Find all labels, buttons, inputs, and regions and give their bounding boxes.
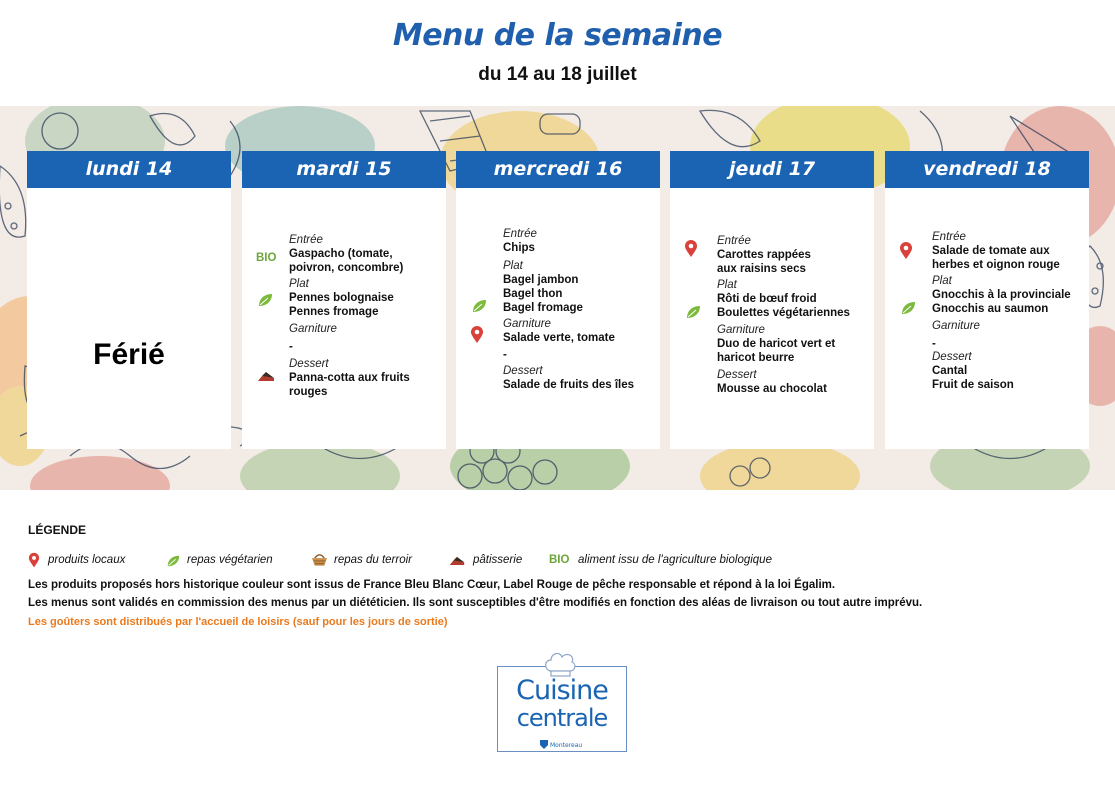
location-pin-icon (684, 240, 706, 258)
leaf-icon (256, 292, 278, 310)
day-card-jeudi (670, 151, 874, 449)
day-header: lundi 14 (27, 151, 231, 188)
bio-label: BIO (256, 252, 277, 264)
cuisine-centrale-logo (497, 666, 627, 752)
entree-section: Entrée Salade de tomate aux herbes et oignon rouge (932, 231, 1060, 271)
cake-icon (448, 554, 466, 567)
logo-line-1: Cuisine (516, 675, 608, 706)
plat-section: Plat Gnocchis à la provinciale Gnocchis au saumon (932, 275, 1071, 315)
plat-section: Plat Bagel jambon Bagel thon Bagel fromage (503, 260, 583, 314)
logo-line-2: centrale (516, 704, 608, 732)
note-snacks: Les goûters sont distribués par l'accueil de loisirs (sauf pour les jours de sortie) (28, 616, 448, 628)
entree-section: Entrée Chips (503, 228, 537, 254)
note-labels: Les produits proposés hors historique couleur sont issus de France Bleu Blanc Cœur, Label Rouge de pêche responsable et répond à la loi Égalim. (28, 579, 836, 591)
cake-icon (256, 368, 278, 386)
location-pin-icon (470, 326, 492, 344)
location-pin-icon (28, 552, 40, 569)
location-pin-icon (899, 242, 921, 260)
logo-town: Montereau (550, 742, 583, 749)
note-validation: Les menus sont validés en commission des menus par un diététicien. Ils sont susceptibles d'être modifiés en fonction des aléas de livraison ou tout autre imprévu. (28, 597, 923, 609)
page-title: Menu de la semaine (392, 18, 723, 53)
leaf-icon (165, 554, 181, 568)
bio-label: BIO (549, 554, 570, 566)
garniture-section: Garniture Duo de haricot vert et haricot beurre (717, 324, 836, 364)
holiday-label: Férié (93, 338, 165, 371)
plat-section: Plat Rôti de bœuf froid Boulettes végétariennes (717, 279, 850, 319)
day-card-mercredi (456, 151, 660, 449)
day-header: jeudi 17 (670, 151, 874, 188)
day-header: vendredi 18 (885, 151, 1089, 188)
garniture-section: Garniture - (932, 320, 980, 350)
chef-hat-icon (542, 649, 578, 677)
garniture-section: Garniture Salade verte, tomate - (503, 318, 615, 361)
day-card-mardi (242, 151, 446, 449)
entree-section: Entrée Carottes rappées aux raisins secs (717, 235, 811, 275)
dessert-section: Dessert Mousse au chocolat (717, 369, 827, 395)
leaf-icon (899, 300, 921, 318)
day-card-vendredi (885, 151, 1089, 449)
day-card-lundi (27, 151, 231, 449)
day-header: mardi 15 (242, 151, 446, 188)
page-subtitle: du 14 au 18 juillet (478, 64, 637, 85)
legend-title: LÉGENDE (28, 523, 87, 537)
entree-section: Entrée Gaspacho (tomate, poivron, concombre) (289, 234, 404, 274)
day-header: mercredi 16 (456, 151, 660, 188)
dessert-section: Dessert Salade de fruits des îles (503, 365, 635, 391)
leaf-icon (470, 298, 492, 316)
dessert-section: Dessert Panna-cotta aux fruits rouges (289, 358, 410, 398)
leaf-icon (684, 304, 706, 322)
dessert-section: Dessert Cantal Fruit de saison (932, 351, 1014, 391)
plat-section: Plat Pennes bolognaise Pennes fromage (289, 278, 394, 318)
basket-icon (311, 553, 328, 567)
town-crest-icon (540, 740, 548, 749)
garniture-section: Garniture - (289, 323, 337, 353)
